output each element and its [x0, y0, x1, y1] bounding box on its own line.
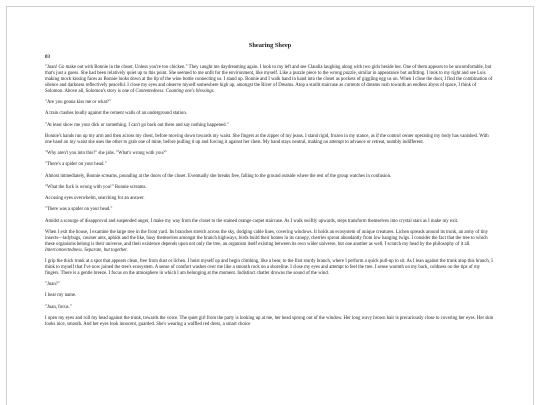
paragraph-text: Almost immediately, Bonnie screams, pounding at the doors of the closet. Eventually she breaks free, falling to the ground outside where the rest of the group watches in confusion. [45, 173, 392, 179]
document-body [45, 65, 495, 328]
paragraph-text: I hear my name. [45, 293, 77, 299]
paragraph [45, 65, 495, 95]
paragraph [45, 230, 495, 254]
paragraph [45, 196, 495, 202]
paragraph [45, 207, 495, 213]
paragraph-text: "What the fuck is wrong with you!" Bonnie screams. [45, 184, 147, 190]
paragraph-text: "There's a spider on your head." [45, 162, 107, 168]
paragraph-italic-text: Interconnectedness. Separate, but together. [45, 247, 128, 253]
paragraph-text: "Juan! Go make out with Bonnie in the closet. Unless you're too chicken." They caught me daydreaming again. I look to my left and see Claudia laughing along with two girls beside her. One of them appears to be uncomfortable, but that's just a guess. She had been relatively quiet up to this point. She seemed to me unfit for the environment, like myself. Like a puzzle piece to the wrong puzzle, similar in appearance but unfitting. I look to my right and see Luis making mock kissing faces as Bonnie looks down at the lip of the wine bottle connecting us. I stand up. Bonnie and I walk hand in hand into the closet as pockets of giggling egg us on. When I close the door, I find the combination of silence and darkness reflectively peaceful. I close my eyes and observe myself somewhere high up, amongst the River of Dreams. Atop a starlit staircase as currents of dreams rush towards an endless abyss of space, I think of Solomon. Above all, Solomon's story is one of [45, 65, 493, 94]
paragraph [45, 174, 495, 180]
chapter-number: 03 [45, 55, 50, 60]
paragraph-text: "Why aren't you into this?" she jabs. "What's wrong with you?" [45, 151, 167, 157]
paragraph [45, 151, 495, 157]
paragraph [45, 282, 495, 288]
paragraph-text: "Juan, focus." [45, 304, 72, 310]
paragraph-text: "Juan?" [45, 282, 60, 288]
paragraph-text: Amidst a scourge of disapproval and suspended anger, I make my way from the closet to the stained orange carpet staircase. As I walk swiftly upwards, steps transform themselves into crystal stars as I make my exit. [45, 218, 459, 224]
paragraph [45, 293, 495, 299]
paragraph-text: A train crashes loudly against the cement walls of an underground station. [45, 111, 187, 117]
paragraph-text: Accusing eyes overwhelm, searching for an answer. [45, 196, 145, 202]
paragraph-text: "There was a spider on your head." [45, 207, 113, 213]
paragraph [45, 219, 495, 225]
paragraph [45, 100, 495, 106]
paragraph-text: "Are you gonna kiss me or what?" [45, 100, 111, 106]
paragraph-text: I grip the thick trunk at a spot that appears clean, free from dust or lichen. I hoist myself up and begin climbing, like a bear, to the first sturdy branch, where I perform a quick pull-up to sit. As I lean against the trunk atop this branch, I think to myself that I've now joined the tree's ecosystem. A sense of comfort washes over me like a smooth rock on a shoreline. I close my eyes and attempt to feel the tree. I sense warmth on my back, coldness on the tips of my fingers. There is a gentle breeze. I focus on the atmosphere in which I am belonging at the moment. Indistinct chatter drowns the sound of the wind. [45, 258, 493, 276]
paragraph [45, 162, 495, 168]
paragraph-text: "At least show me your dick or something. I can't go back out there and say nothing happened." [45, 122, 229, 128]
document-page [6, 6, 534, 405]
paragraph-text: I open my eyes and roll my head against the trunk, towards the voice. The quiet girl from the party is looking up at me, her head sprung out of the window. Her long wavy brown hair is precariously close to covering her eyes. Her skin looks nice, smooth. And her eyes look innocent, guarded. She's wearing a waffled red dress, a smart choice [45, 315, 494, 327]
paragraph [45, 305, 495, 311]
paragraph [45, 111, 495, 117]
paragraph [45, 123, 495, 129]
paragraph [45, 185, 495, 191]
paragraph-italic-text: Contentedness. Counting one's blessings. [135, 88, 215, 94]
paragraph [45, 316, 495, 328]
paragraph-text: When I exit the house, I examine the large tree in the front yard. Its branches stretch across the sky, dodging cable lines, covering windows. It holds an ecosystem of unique creatures. Lichen spreads around its trunk, an army of tiny insects—ladybugs, courser ants, aphids and the like, busy themselves amongst the branch highways, birds build their homes in its canopy, cherries sprout abundantly from low hanging twigs. I consider the fact that the tree to which these organisms belong is their universe, and their existence depends upon not only the tree, an organism itself existing between its own wider universe, but one another as well. I scratch my head by the philosophy of it all. [45, 229, 489, 247]
document-title: Shearing Sheep [248, 42, 292, 49]
paragraph-text: Bonnie's hands run up my arm and then across my chest, before moving down towards my waist. She fingers at the zipper of my jeans. I stand rigid, frozen in my stance, as if the control center operating my body has vanished. With one hand on my waist she uses the other to grab one of mine, before pulling it up and forcing it against her chest. My hand stays neutral, making no attempt to advance or retreat, numbly indifferent. [45, 133, 489, 145]
paragraph [45, 259, 495, 277]
paragraph [45, 134, 495, 146]
